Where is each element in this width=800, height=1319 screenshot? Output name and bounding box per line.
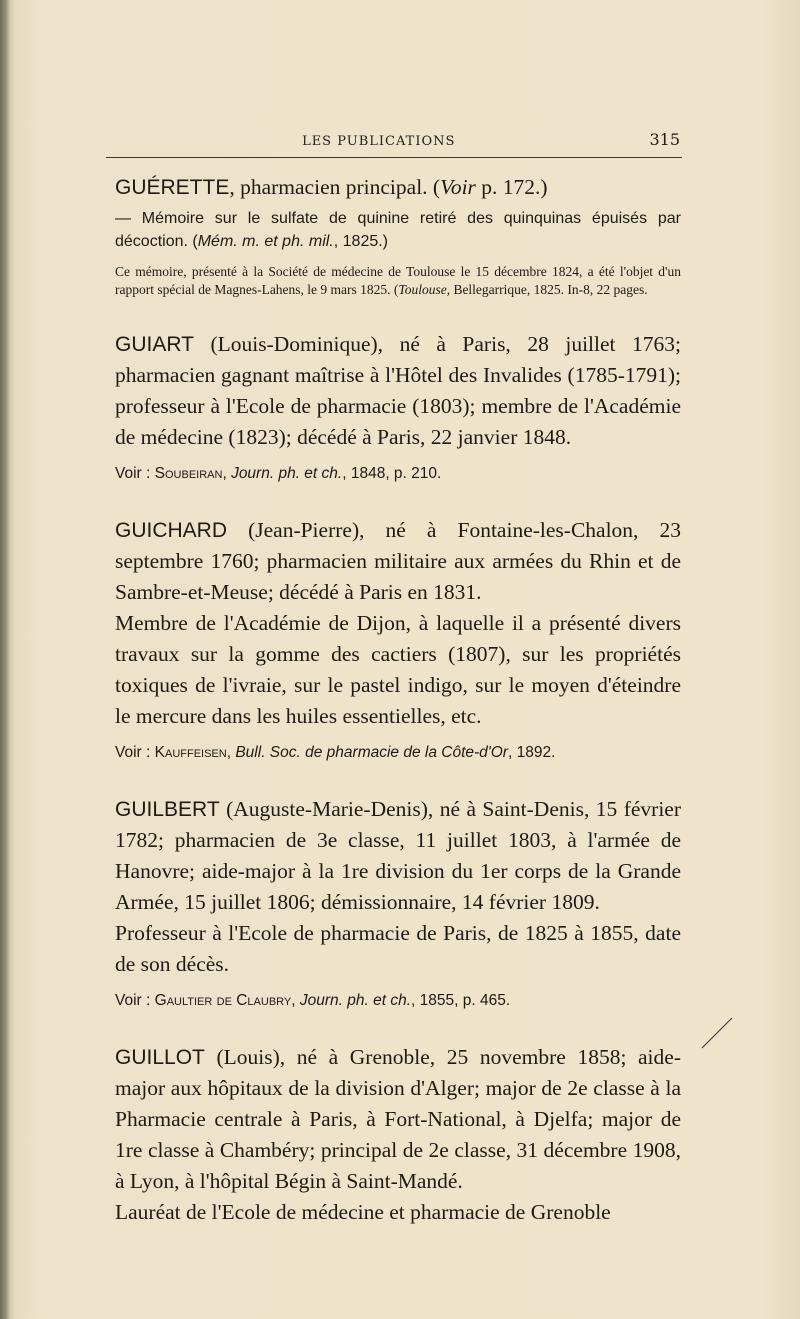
voir-source: Bull. Soc. de pharmacie de la Côte-d'Or bbox=[235, 744, 508, 761]
entry-text: (Jean-Pierre), né à Fontaine-les-Chalon, 23 septembre 1760; pharmacien militaire aux armées du Rhin et de Sambre-et-Meuse; décédé à Paris en 1831. bbox=[115, 518, 681, 604]
entry-guiart bbox=[115, 329, 681, 485]
entry-name: GUILLOT bbox=[115, 1046, 205, 1069]
page-number: 315 bbox=[649, 130, 680, 149]
voir-author: Gaultier de Claubry bbox=[154, 992, 292, 1009]
see-page: p. 172.) bbox=[475, 175, 548, 199]
header-rule bbox=[106, 157, 682, 158]
entry-guerette bbox=[115, 172, 681, 299]
entry-body bbox=[115, 794, 681, 918]
voir-source: Journ. ph. et ch. bbox=[231, 465, 343, 482]
entry-note bbox=[115, 263, 681, 299]
entry-heading bbox=[115, 172, 681, 203]
running-title: LES PUBLICATIONS bbox=[302, 134, 456, 149]
entry-name: GUICHARD bbox=[115, 519, 228, 542]
entry-body bbox=[115, 329, 681, 453]
entry-body-2: Membre de l'Académie de Dijon, à laquelle il a présenté divers travaux sur la gomme des cactiers (1807), sur les propriétés toxiques de l'ivraie, sur le pastel indigo, sur le moyen d'éteindre le mercure dans les huiles essentielles, etc. bbox=[115, 611, 681, 728]
entry-reference: Voir : Gaultier de Claubry, Journ. ph. et ch., 1855, p. 465. bbox=[115, 992, 511, 1009]
page-content bbox=[115, 172, 681, 1228]
publication-source: Mém. m. et ph. mil. bbox=[197, 233, 334, 250]
entry-publication bbox=[115, 207, 681, 253]
entry-body bbox=[115, 1042, 681, 1197]
entry-guichard bbox=[115, 515, 681, 764]
note-end: Bellegarrique, 1825. In-8, 22 pages. bbox=[450, 282, 648, 297]
pencil-mark-icon bbox=[698, 1012, 738, 1052]
voir-author: Soubeiran bbox=[154, 465, 223, 482]
note-place: Toulouse, bbox=[398, 282, 451, 297]
voir-prefix: Voir : bbox=[115, 992, 155, 1009]
page-spine-shadow bbox=[0, 0, 10, 1319]
entry-heading-text: , pharmacien principal. ( bbox=[229, 175, 441, 199]
entry-body-2: Professeur à l'Ecole de pharmacie de Paris, de 1825 à 1855, date de son décès. bbox=[115, 921, 681, 976]
page-header bbox=[108, 130, 680, 149]
entry-name: GUILBERT bbox=[115, 798, 220, 821]
entry-reference: Voir : Soubeiran, Journ. ph. et ch., 1848, p. 210. bbox=[115, 465, 442, 482]
note-text: Ce mémoire, présenté à la Société de médecine de Toulouse le 15 décembre 1824, a été l'objet d'un rapport spécial de Magnes-Lahens, le 9 mars 1825. ( bbox=[115, 264, 681, 297]
publication-text: — Mémoire sur le sulfate de quinine retiré des quinquinas épuisés par décoction. ( bbox=[115, 210, 681, 250]
voir-end: , 1892. bbox=[507, 744, 556, 761]
see-reference: Voir bbox=[440, 175, 476, 199]
entry-guillot bbox=[115, 1042, 681, 1228]
entry-name: GUIART bbox=[115, 333, 194, 356]
voir-prefix: Voir : bbox=[115, 465, 155, 482]
entry-body-2: Lauréat de l'Ecole de médecine et pharmacie de Grenoble bbox=[115, 1200, 611, 1224]
entry-guilbert bbox=[115, 794, 681, 1012]
entry-text: (Louis), né à Grenoble, 25 novembre 1858; aide-major aux hôpitaux de la division d'Alger; major de 2e classe à la Pharmacie centrale à Paris, à Fort-National, à Djelfa; major de 1re classe à Chambéry; principal de 2e classe, 31 décembre 1908, à Lyon, à l'hôpital Bégin à Saint-Mandé. bbox=[115, 1045, 681, 1193]
entry-reference: Voir : Kauffeisen, Bull. Soc. de pharmacie de la Côte-d'Or, 1892. bbox=[115, 744, 556, 761]
entry-text: (Auguste-Marie-Denis), né à Saint-Denis, 15 février 1782; pharmacien de 3e classe, 11 juillet 1803, à l'armée de Hanovre; aide-major à la 1re division du 1er corps de la Grande Armée, 15 juillet 1806; démissionnaire, 14 février 1809. bbox=[115, 797, 681, 914]
entry-text: (Louis-Dominique), né à Paris, 28 juillet 1763; pharmacien gagnant maîtrise à l'Hôtel des Invalides (1785-1791); professeur à l'Ecole de pharmacie (1803); membre de l'Académie de médecine (1823); décédé à Paris, 22 janvier 1848. bbox=[115, 332, 681, 449]
voir-prefix: Voir : bbox=[115, 744, 155, 761]
publication-year: , 1825.) bbox=[333, 233, 389, 250]
voir-end: , 1848, p. 210. bbox=[342, 465, 442, 482]
voir-end: , 1855, p. 465. bbox=[411, 992, 511, 1009]
entry-name: GUÉRETTE bbox=[115, 176, 230, 199]
entry-body bbox=[115, 515, 681, 608]
voir-source: Journ. ph. et ch. bbox=[299, 992, 412, 1009]
voir-author: Kauffeisen bbox=[154, 744, 227, 761]
